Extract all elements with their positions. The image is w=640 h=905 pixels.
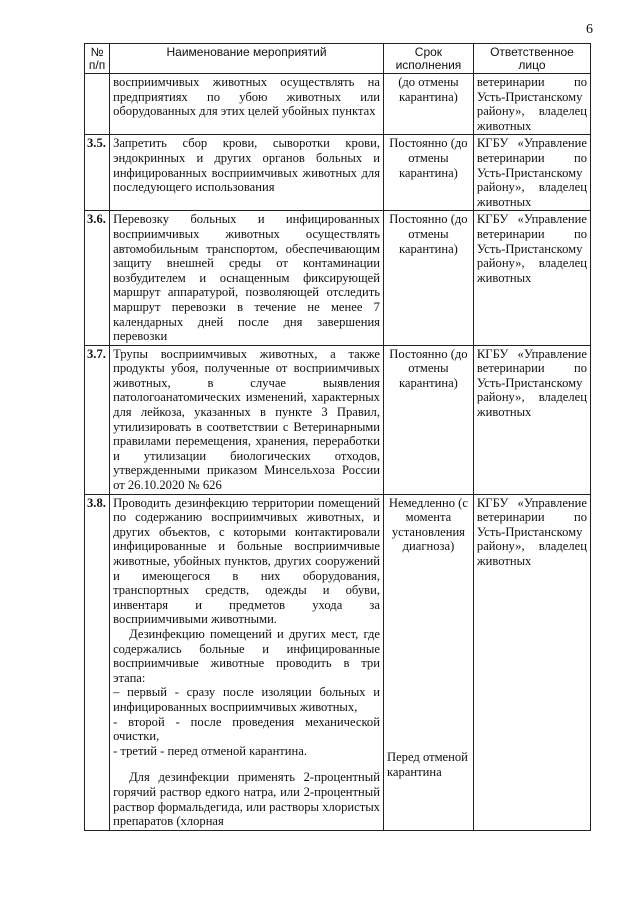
disinfectant-paragraph: Для дезинфекции применять 2-процентный горячий раствор едкого натра, или 2-процентный раствор формальдегида, или растворы хлористых препаратов (хлорная	[113, 770, 380, 829]
stage-second: - второй - после проведения механической очистки,	[113, 714, 380, 744]
measure-text: Запретить сбор крови, сыворотки крови, эндокринных и других органов больных и инфицированных восприимчивых животных для последующего использования	[110, 135, 384, 211]
disinfection-stages-paragraph: Дезинфекцию помещений и других мест, где содержались больные и инфицированные восприимчивые животные проводить в три этапа:	[113, 626, 380, 685]
responsible-text: ветеринарии по Усть-Пристанскому району», владелец животных	[473, 74, 590, 135]
header-number: № п/п	[85, 44, 110, 74]
header-deadline: Срок исполнения	[383, 44, 473, 74]
deadline-text: Постоянно (до отмены карантина)	[383, 345, 473, 494]
table-row	[85, 494, 591, 830]
table-row	[85, 74, 591, 135]
measure-text: Трупы восприимчивых животных, а также продукты убоя, полученные от восприимчивых животных, в случае выявления патологоанатомических изменений, характерных для лейкоза, указанных в пункте 3 Правил, утилизировать в соответствии с Ветеринарными правилами перемещения, хранения, переработки и утилизации биологических отходов, утвержденными приказом Минсельхоза России от 26.10.2020 № 626	[110, 345, 384, 494]
measures-table	[84, 43, 591, 831]
page-number: 6	[586, 22, 593, 37]
header-measure-name: Наименование мероприятий	[110, 44, 384, 74]
responsible-text: КГБУ «Управление ветеринарии по Усть-Пристанскому району», владелец животных	[473, 345, 590, 494]
disinfection-paragraph: Проводить дезинфекцию территории помещений по содержанию восприимчивых животных, и других объектов, с которыми контактировали инфицированные и больные восприимчивые животные, убойных пунктов, других сооружений и имеющегося в них оборудования, транспортных средств, одежды и обуви, инвентаря и предметов ухода за восприимчивыми животными.	[113, 495, 380, 627]
table-header-row	[85, 44, 591, 74]
deadline-before-lifting: Перед отменой карантина	[386, 750, 468, 779]
responsible-text: КГБУ «Управление ветеринарии по Усть-Пристанскому району», владелец животных	[473, 135, 590, 211]
row-number	[85, 74, 110, 135]
row-number: 3.5.	[85, 135, 110, 211]
measure-text	[110, 494, 384, 830]
responsible-text: КГБУ «Управление ветеринарии по Усть-Пристанскому району», владелец животных	[473, 494, 590, 830]
header-responsible: Ответственное лицо	[473, 44, 590, 74]
deadline-immediately: Немедленно (с момента установления диагноза)	[388, 495, 468, 554]
stage-third: - третий - перед отменой карантина.	[113, 743, 308, 758]
measure-text: восприимчивых животных осуществлять на предприятиях по убою животных или оборудованных для этих целей убойных пунктах	[110, 74, 384, 135]
table-row	[85, 345, 591, 494]
row-number: 3.6.	[85, 211, 110, 345]
deadline-text	[383, 494, 473, 830]
measure-text: Перевозку больных и инфицированных восприимчивых животных осуществлять автомобильным транспортом, обеспечивающим защиту внешней среды от контаминации возбудителем и оснащенным фиксирующей маршрут аппаратурой, позволяющей отследить маршрут перевозки в течение не менее 7 календарных дней после дня завершения перевозки	[110, 211, 384, 345]
table-row	[85, 211, 591, 345]
table-row	[85, 135, 591, 211]
deadline-text: Постоянно (до отмены карантина)	[383, 135, 473, 211]
row-number: 3.8.	[85, 494, 110, 830]
row-number: 3.7.	[85, 345, 110, 494]
responsible-text: КГБУ «Управление ветеринарии по Усть-Пристанскому району», владелец животных	[473, 211, 590, 345]
deadline-text: Постоянно (до отмены карантина)	[383, 211, 473, 345]
deadline-text: (до отмены карантина)	[383, 74, 473, 135]
stage-first: – первый - сразу после изоляции больных и инфицированных восприимчивых животных,	[113, 685, 380, 714]
